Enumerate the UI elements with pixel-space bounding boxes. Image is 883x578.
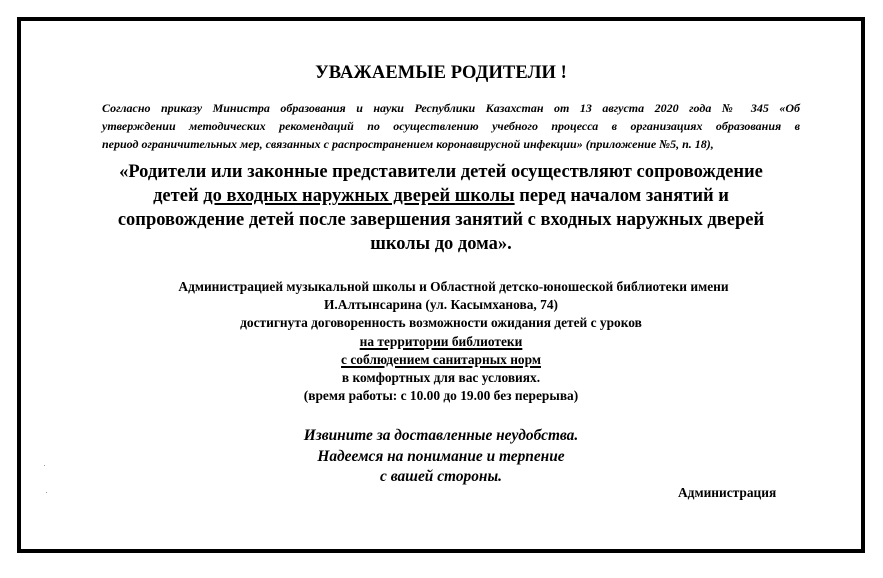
- quote-line: сопровождение детей после завершения занятий с входных наружных дверей: [117, 210, 765, 230]
- apology-line: с вашей стороны.: [380, 468, 502, 485]
- agreement-line: достигнута договоренность возможности ожидания детей с уроков: [240, 315, 642, 331]
- agreement-line: Администрацией музыкальной школы и Областной детско-юношеской библиотеки имени: [178, 279, 729, 294]
- quote-paragraph: [21, 160, 861, 256]
- agreement-line: [21, 333, 861, 351]
- signature: Администрация: [678, 485, 777, 500]
- agreement-line: [21, 351, 861, 369]
- agreement-paragraph: [21, 278, 861, 405]
- agreement-line: (время работы: с 10.00 до 19.00 без перерыва): [303, 388, 579, 404]
- agreement-underlined-text: на территории библиотеки: [359, 333, 523, 349]
- apology-line: Надеемся на понимание и терпение: [317, 447, 565, 465]
- notice-frame: [17, 17, 865, 553]
- quote-line: «Родители или законные представители детей осуществляют сопровождение: [119, 162, 763, 182]
- agreement-line: И.Алтынсарина (ул. Касымханова, 74): [324, 297, 558, 313]
- apology-paragraph: [21, 426, 861, 488]
- notice-title: УВАЖАЕМЫЕ РОДИТЕЛИ !: [315, 63, 567, 83]
- quote-line: школы до дома».: [370, 234, 512, 254]
- scan-speck: [44, 465, 45, 466]
- quote-line: [21, 184, 861, 208]
- agreement-line: в комфортных для вас условиях.: [341, 370, 541, 386]
- intro-paragraph: [102, 99, 800, 153]
- agreement-underlined-text: с соблюдением санитарных норм: [341, 351, 541, 367]
- intro-line: период ограничительных мер, связанных с распространением коронавирусной инфекции» (приложение №5, п. 18),: [102, 137, 714, 151]
- quote-underlined-text: до входных наружных дверей школы: [203, 186, 515, 206]
- intro-line: Согласно приказу Министра образования и науки Республики Казахстан от 13 августа 2020 года № 345 «Об: [102, 101, 800, 115]
- quote-text: детей: [153, 186, 204, 206]
- intro-line: утверждении методических рекомендаций по осуществлению учебного процесса в организациях образования в: [102, 119, 800, 133]
- scan-speck: [46, 492, 47, 493]
- apology-line: Извините за доставленные неудобства.: [303, 427, 579, 444]
- quote-text: перед началом занятий и: [514, 186, 729, 206]
